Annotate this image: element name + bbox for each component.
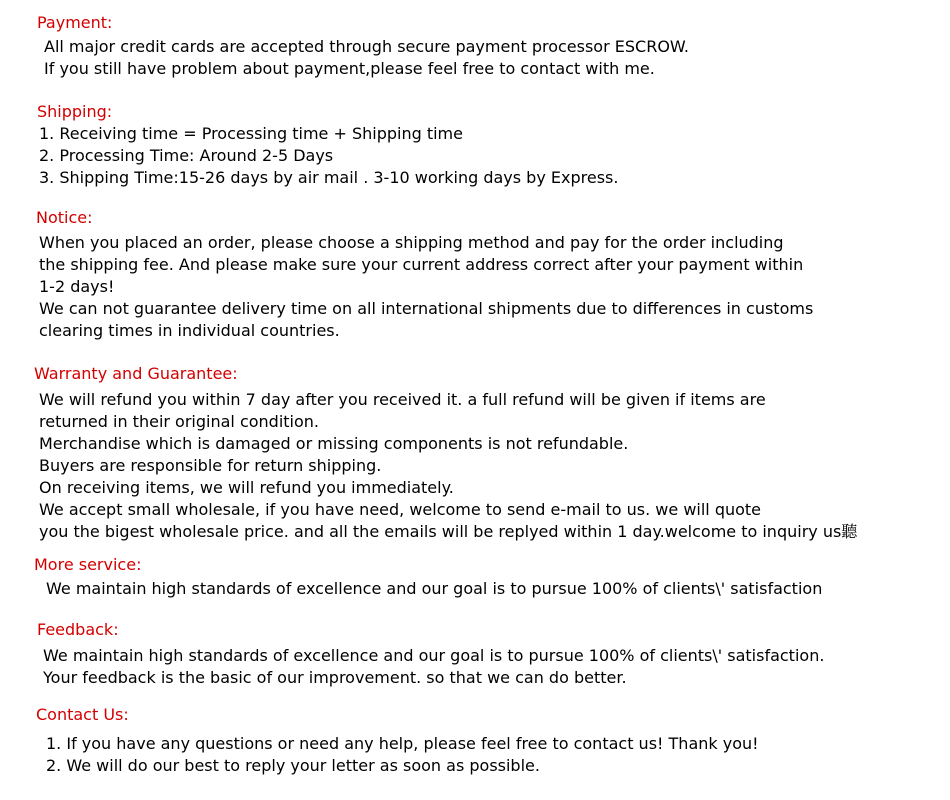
shipping-text — [39, 123, 618, 189]
warranty-line: On receiving items, we will refund you immediately. — [39, 478, 454, 497]
warranty-line: We will refund you within 7 day after you received it. a full refund will be given if items are — [39, 390, 766, 409]
warranty-text — [39, 389, 857, 543]
contact-heading: Contact Us: — [36, 705, 129, 724]
notice-heading: Notice: — [36, 208, 93, 227]
warranty-heading: Warranty and Guarantee: — [34, 364, 238, 383]
payment-text — [44, 36, 689, 80]
contact-line: 2. We will do our best to reply your letter as soon as possible. — [46, 756, 540, 775]
shipping-line: 3. Shipping Time:15-26 days by air mail . 3-10 working days by Express. — [39, 168, 619, 187]
payment-line: All major credit cards are accepted through secure payment processor ESCROW. — [44, 37, 689, 56]
contact-line: 1. If you have any questions or need any help, please feel free to contact us! Thank you! — [46, 734, 759, 753]
warranty-line: Buyers are responsible for return shipping. — [39, 456, 382, 475]
warranty-line: returned in their original condition. — [39, 412, 319, 431]
more-service-line: We maintain high standards of excellence and our goal is to pursue 100% of clients\' satisfaction — [46, 579, 823, 598]
contact-text — [46, 733, 759, 777]
more-service-heading: More service: — [34, 555, 142, 574]
notice-text — [39, 232, 813, 342]
warranty-line: you the bigest wholesale price. and all the emails will be replyed within 1 day.welcome to inquiry us聽 — [39, 522, 858, 541]
shipping-line: 2. Processing Time: Around 2-5 Days — [39, 146, 334, 165]
warranty-line: We accept small wholesale, if you have need, welcome to send e-mail to us. we will quote — [39, 500, 762, 519]
feedback-heading: Feedback: — [37, 620, 119, 639]
more-service-text — [46, 578, 822, 600]
payment-heading: Payment: — [37, 13, 113, 32]
feedback-line: We maintain high standards of excellence and our goal is to pursue 100% of clients\' satisfaction. — [43, 646, 825, 665]
warranty-line: Merchandise which is damaged or missing components is not refundable. — [39, 434, 629, 453]
shipping-heading: Shipping: — [37, 102, 113, 121]
notice-line: clearing times in individual countries. — [39, 321, 340, 340]
notice-line: 1-2 days! — [39, 277, 115, 296]
notice-line: When you placed an order, please choose a shipping method and pay for the order including — [39, 233, 784, 252]
notice-line: We can not guarantee delivery time on all international shipments due to differences in customs — [39, 299, 814, 318]
payment-line: If you still have problem about payment,please feel free to contact with me. — [44, 59, 655, 78]
shipping-line: 1. Receiving time = Processing time + Shipping time — [39, 124, 463, 143]
notice-line: the shipping fee. And please make sure your current address correct after your payment within — [39, 255, 804, 274]
feedback-line: Your feedback is the basic of our improvement. so that we can do better. — [43, 668, 627, 687]
feedback-text — [43, 645, 824, 689]
